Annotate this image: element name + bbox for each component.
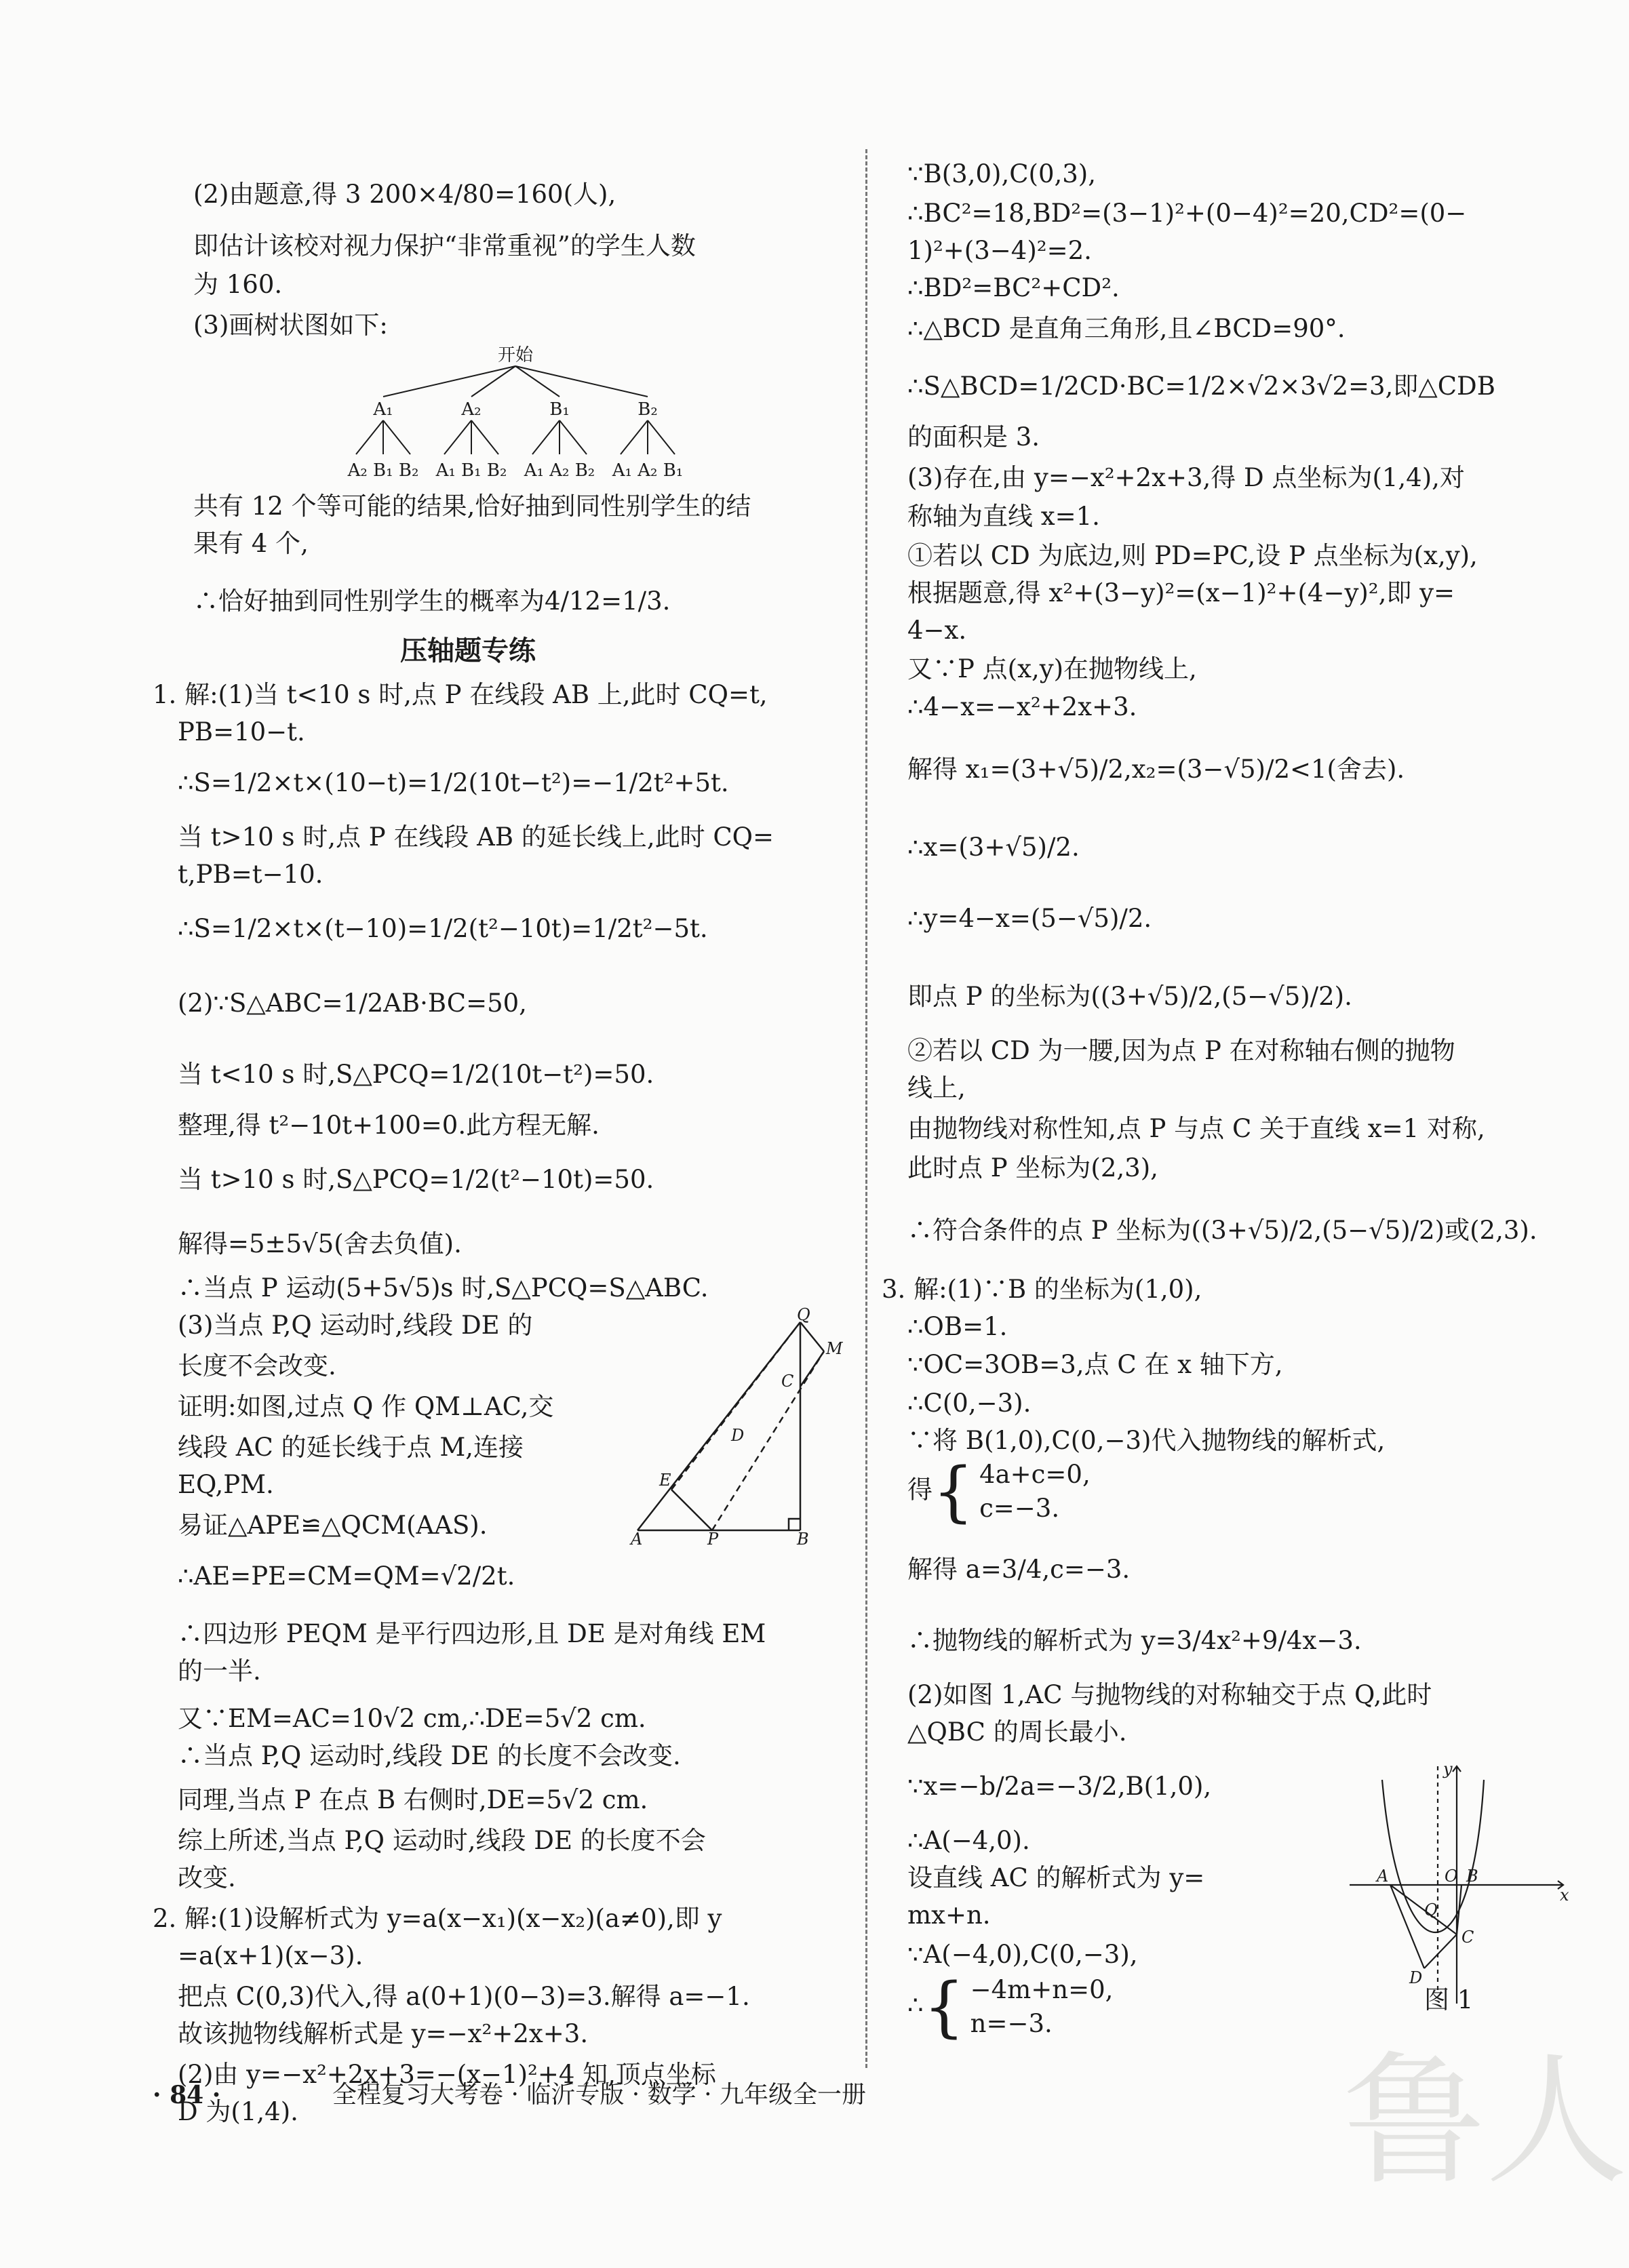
parabola-figure: [1343, 1753, 1573, 2010]
text-line: 同理,当点 P 在点 B 右侧时,DE=5√2 cm.: [178, 1785, 648, 1814]
text-line: 整理,得 t²−10t+100=0.此方程无解.: [178, 1111, 600, 1140]
text-line: ∴C(0,−3).: [907, 1389, 1032, 1418]
text-line: ∴A(−4,0).: [907, 1826, 1030, 1855]
text-line: 3. 解:(1)∵B 的坐标为(1,0),: [882, 1275, 1202, 1304]
text-line: 的一半.: [178, 1656, 261, 1686]
point-label: B: [1466, 1867, 1478, 1886]
text-line: ∴4−x=−x²+2x+3.: [907, 692, 1137, 721]
text-line: 1. 解:(1)当 t<10 s 时,点 P 在线段 AB 上,此时 CQ=t,: [153, 680, 768, 709]
text-line: 共有 12 个等可能的结果,恰好抽到同性别学生的结: [193, 492, 751, 521]
text-line: t,PB=t−10.: [178, 860, 323, 889]
text-line: 2. 解:(1)设解析式为 y=a(x−x₁)(x−x₂)(a≠0),即 y: [153, 1904, 722, 1933]
text-line: ∴当点 P,Q 运动时,线段 DE 的长度不会改变.: [178, 1741, 681, 1770]
text-line: ∴AE=PE=CM=QM=√2/2t.: [178, 1561, 515, 1591]
text-line: =a(x+1)(x−3).: [178, 1941, 364, 1970]
point-label: Q: [797, 1305, 810, 1324]
publisher-watermark: 鲁人: [1343, 2038, 1628, 2204]
point-label: O: [1445, 1867, 1458, 1886]
point-label: M: [826, 1339, 843, 1358]
point-label: D: [731, 1426, 745, 1445]
tree-diagram: [326, 339, 705, 495]
text-line: ∵将 B(1,0),C(0,−3)代入抛物线的解析式,: [907, 1426, 1386, 1455]
text-line: ②若以 CD 为一腰,因为点 P 在对称轴右侧的抛物: [907, 1036, 1455, 1065]
equation-system: [907, 1454, 1091, 1530]
text-line: ∴△BCD 是直角三角形,且∠BCD=90°.: [907, 314, 1346, 343]
point-label: P: [707, 1530, 719, 1549]
book-title: 全程复习大考卷 · 临沂专版 · 数学 · 九年级全一册: [332, 2081, 866, 2109]
tree-leaves: A₂ B₁ B₂: [347, 460, 419, 481]
text-line: ∴符合条件的点 P 坐标为((3+√5)/2,(5−√5)/2)或(2,3).: [907, 1216, 1537, 1245]
point-label: C: [781, 1372, 794, 1391]
text-line: ∴S=1/2×t×(10−t)=1/2(10t−t²)=−1/2t²+5t.: [178, 768, 729, 797]
text-line: ∴S△BCD=1/2CD·BC=1/2×√2×3√2=3,即△CDB: [907, 372, 1495, 401]
text-line: 解得 a=3/4,c=−3.: [907, 1555, 1131, 1584]
text-line: EQ,PM.: [178, 1470, 274, 1499]
page-number: · 84 ·: [153, 2081, 221, 2109]
axis-label: x: [1560, 1886, 1569, 1905]
text-line: 即估计该校对视力保护“非常重视”的学生人数: [193, 231, 696, 260]
text-line: D 为(1,4).: [178, 2097, 298, 2126]
brace-icon: {: [923, 1969, 965, 2045]
text-line: 1)²+(3−4)²=2.: [907, 236, 1092, 265]
equation-system: [907, 1969, 1114, 2045]
text-line: ∴BC²=18,BD²=(3−1)²+(0−4)²=20,CD²=(0−: [907, 199, 1467, 228]
point-label: Q: [1424, 1901, 1438, 1919]
system-lead: ∴: [907, 1990, 924, 2020]
text-line: mx+n.: [907, 1901, 991, 1930]
brace-icon: {: [933, 1454, 975, 1530]
equation: −4m+n=0,: [970, 1975, 1114, 2004]
axis-label: y: [1443, 1759, 1453, 1778]
text-line: ∴当点 P 运动(5+5√5)s 时,S△PCQ=S△ABC.: [178, 1273, 709, 1302]
text-line: (2)由题意,得 3 200×4/80=160(人),: [193, 180, 616, 209]
tree-leaves: A₁ B₁ B₂: [435, 460, 507, 481]
text-line: ∵OC=3OB=3,点 C 在 x 轴下方,: [907, 1350, 1283, 1379]
point-label: A: [631, 1530, 643, 1549]
tree-node: A₂: [461, 399, 482, 420]
text-line: (2)如图 1,AC 与抛物线的对称轴交于点 Q,此时: [907, 1680, 1432, 1709]
text-line: (2)由 y=−x²+2x+3=−(x−1)²+4 知,顶点坐标: [178, 2060, 716, 2089]
text-line: ∴S=1/2×t×(t−10)=1/2(t²−10t)=1/2t²−5t.: [178, 914, 708, 943]
geometry-figure: [631, 1305, 843, 1549]
text-line: 当 t<10 s 时,S△PCQ=1/2(10t−t²)=50.: [178, 1060, 654, 1089]
text-line: (2)∵S△ABC=1/2AB·BC=50,: [178, 989, 527, 1018]
text-line: ∴BD²=BC²+CD².: [907, 273, 1120, 302]
tree-node: B₁: [549, 399, 570, 420]
column-divider: [865, 149, 867, 2068]
system-lead: 得: [907, 1475, 933, 1505]
point-label: D: [1409, 1968, 1423, 1987]
text-line: 改变.: [178, 1863, 236, 1892]
text-line: 线上,: [907, 1073, 966, 1102]
text-line: PB=10−t.: [178, 717, 305, 747]
point-label: B: [797, 1530, 809, 1549]
text-line: 果有 4 个,: [193, 529, 309, 558]
text-line: 由抛物线对称性知,点 P 与点 C 关于直线 x=1 对称,: [907, 1114, 1485, 1143]
text-line: ∴四边形 PEQM 是平行四边形,且 DE 是对角线 EM: [178, 1619, 766, 1648]
equation: 4a+c=0,: [979, 1460, 1091, 1489]
text-line: 解得 x₁=(3+√5)/2,x₂=(3−√5)/2<1(舍去).: [907, 755, 1405, 784]
text-line: ∵B(3,0),C(0,3),: [907, 159, 1096, 188]
text-line: 又∵P 点(x,y)在抛物线上,: [907, 654, 1197, 683]
tree-leaves: A₁ A₂ B₁: [612, 460, 684, 481]
text-line: (3)存在,由 y=−x²+2x+3,得 D 点坐标为(1,4),对: [907, 463, 1465, 492]
text-line: 称轴为直线 x=1.: [907, 502, 1100, 531]
text-line: (3)当点 P,Q 运动时,线段 DE 的: [178, 1311, 533, 1340]
text-line: 当 t>10 s 时,点 P 在线段 AB 的延长线上,此时 CQ=: [178, 822, 774, 852]
text-line: ∵x=−b/2a=−3/2,B(1,0),: [907, 1772, 1212, 1801]
tree-root: 开始: [497, 345, 534, 365]
text-line: ∵A(−4,0),C(0,−3),: [907, 1940, 1138, 1969]
figure-caption: 图 1: [1424, 1985, 1474, 2014]
text-line: 线段 AC 的延长线于点 M,连接: [178, 1433, 524, 1462]
tree-leaves: A₁ A₂ B₂: [524, 460, 595, 481]
text-line: ∴x=(3+√5)/2.: [907, 833, 1080, 862]
text-line: ∴恰好抽到同性别学生的概率为4/12=1/3.: [193, 586, 671, 616]
text-line: 为 160.: [193, 270, 283, 299]
text-line: ∴OB=1.: [907, 1312, 1008, 1341]
section-title: 压轴题专练: [400, 635, 536, 667]
text-line: 设直线 AC 的解析式为 y=: [907, 1863, 1205, 1892]
point-label: C: [1461, 1928, 1474, 1947]
text-line: 的面积是 3.: [907, 422, 1040, 452]
text-line: ∴抛物线的解析式为 y=3/4x²+9/4x−3.: [907, 1626, 1362, 1655]
text-line: 即点 P 的坐标为((3+√5)/2,(5−√5)/2).: [907, 982, 1352, 1011]
text-line: 综上所述,当点 P,Q 运动时,线段 DE 的长度不会: [178, 1826, 706, 1855]
equation: n=−3.: [970, 2009, 1053, 2038]
text-line: (3)画树状图如下:: [193, 311, 388, 340]
text-line: 4−x.: [907, 616, 967, 645]
equation: c=−3.: [979, 1494, 1060, 1523]
text-line: 此时点 P 坐标为(2,3),: [907, 1153, 1158, 1182]
text-line: 又∵EM=AC=10√2 cm,∴DE=5√2 cm.: [178, 1704, 646, 1733]
text-line: 当 t>10 s 时,S△PCQ=1/2(t²−10t)=50.: [178, 1165, 654, 1194]
text-line: 把点 C(0,3)代入,得 a(0+1)(0−3)=3.解得 a=−1.: [178, 1982, 750, 2011]
text-line: 长度不会改变.: [178, 1351, 336, 1380]
text-line: 故该抛物线解析式是 y=−x²+2x+3.: [178, 2019, 589, 2048]
text-line: ∴y=4−x=(5−√5)/2.: [907, 904, 1152, 933]
text-line: 解得=5±5√5(舍去负值).: [178, 1229, 462, 1258]
text-line: ①若以 CD 为底边,则 PD=PC,设 P 点坐标为(x,y),: [907, 541, 1478, 570]
text-line: 易证△APE≌△QCM(AAS).: [178, 1511, 488, 1540]
tree-node: B₂: [637, 399, 658, 420]
point-label: A: [1377, 1867, 1389, 1886]
point-label: E: [659, 1471, 671, 1490]
tree-node: A₁: [373, 399, 393, 420]
text-line: △QBC 的周长最小.: [907, 1717, 1127, 1747]
text-line: 证明:如图,过点 Q 作 QM⊥AC,交: [178, 1392, 554, 1421]
text-line: 根据题意,得 x²+(3−y)²=(x−1)²+(4−y)²,即 y=: [907, 578, 1455, 608]
